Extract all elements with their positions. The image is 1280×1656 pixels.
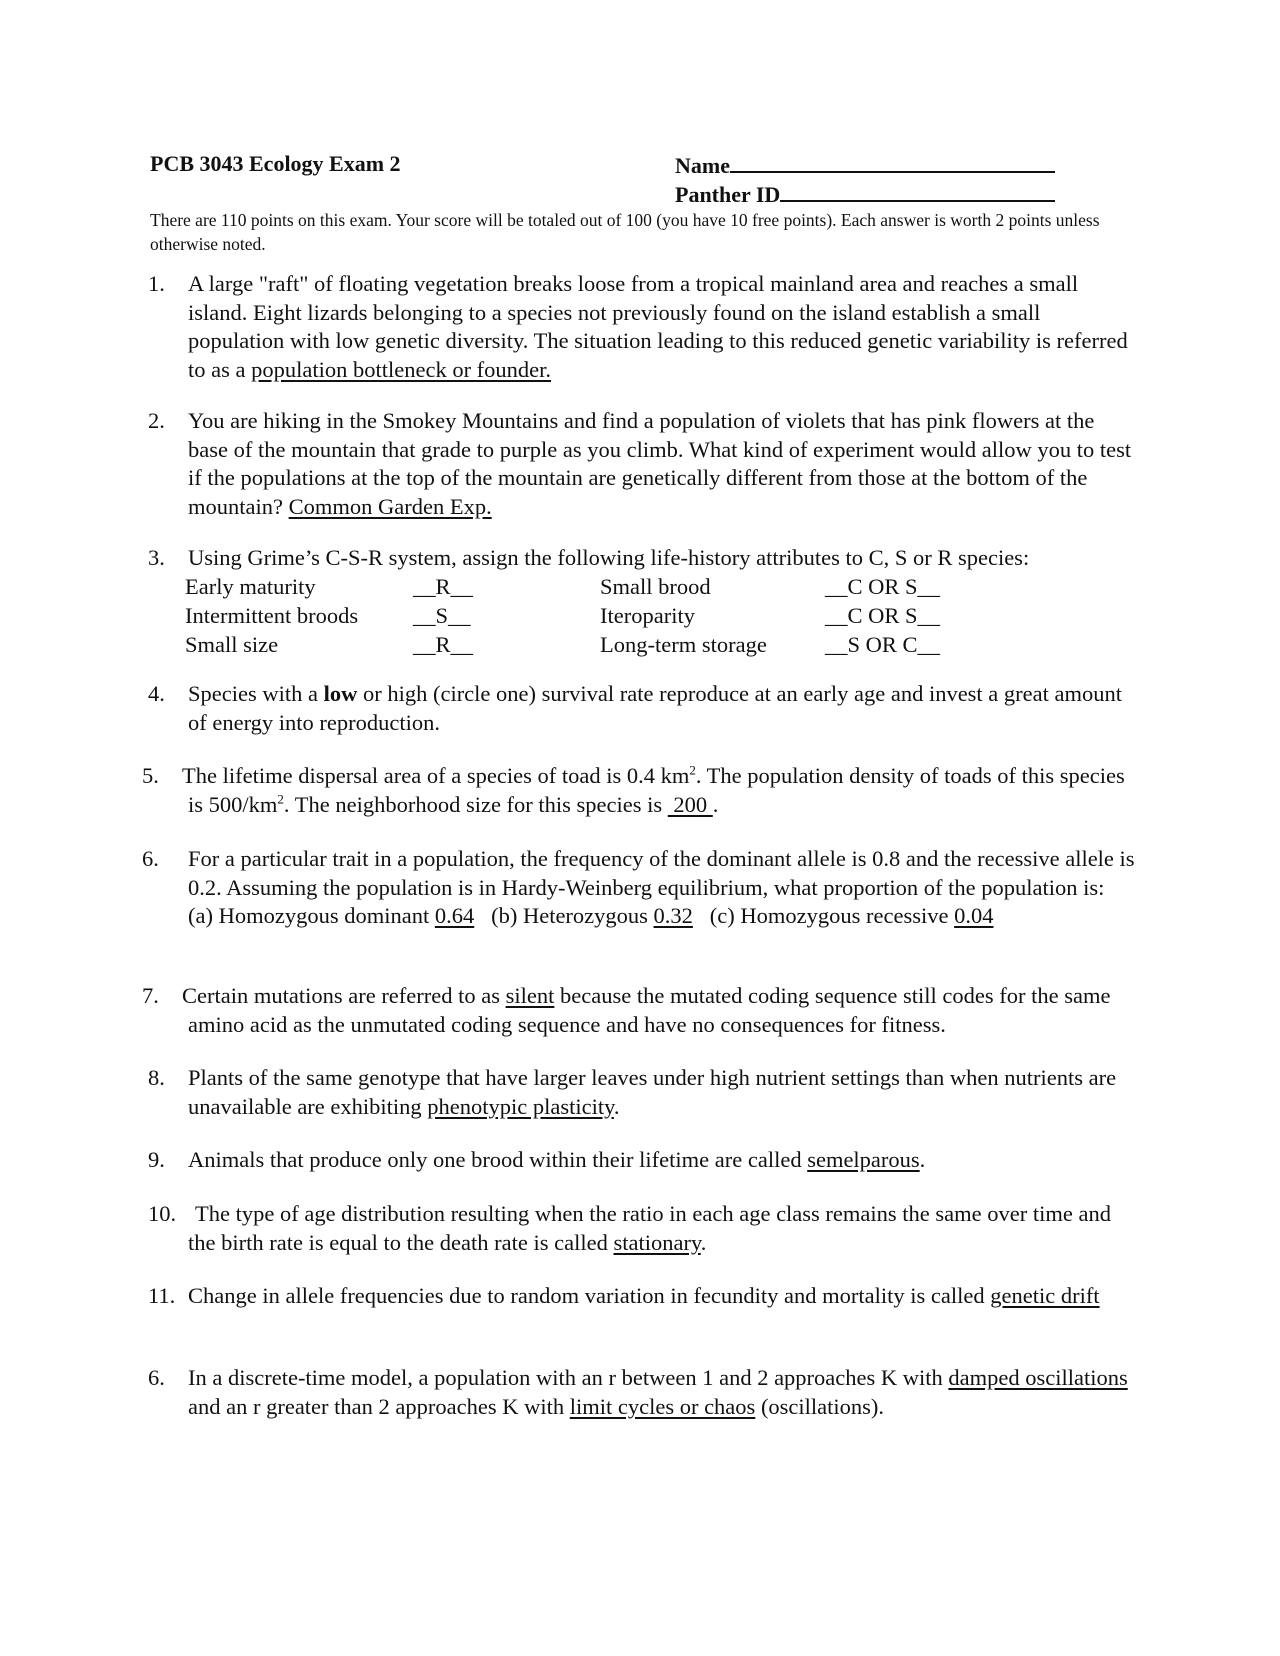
name-label: Name [675, 153, 730, 178]
name-blank [730, 151, 1055, 173]
attribute-label: Intermittent broods [185, 602, 359, 628]
question-text: . The neighborhood size for this species is [283, 791, 668, 817]
question-text: . [700, 1229, 707, 1255]
attribute-label: Iteroparity [600, 602, 695, 628]
question-text: Plants of the same genotype that have larger leaves under high nutrient settings than when nutrients are unavailable are exhibiting [188, 1065, 1117, 1119]
attribute-answer: __S OR C__ [825, 631, 941, 657]
part-a-label: (a) Homozygous dominant [188, 903, 435, 929]
question-number: 3. [148, 545, 165, 570]
attribute-label: Small size [185, 631, 279, 657]
attribute-answer: __R__ [413, 631, 474, 657]
csr-row [185, 602, 1135, 631]
attribute-answer: __S__ [413, 602, 471, 628]
question-text: The lifetime dispersal area of a species of toad is 0.4 km [182, 763, 690, 788]
question-text: Using Grime’s C-S-R system, assign the following life-history attributes to C, S or R species: [188, 545, 1030, 570]
question-number: 7. [142, 983, 159, 1008]
attribute-label: Early maturity [185, 573, 316, 599]
question-text: Certain mutations are referred to as [182, 983, 506, 1008]
csr-row [185, 573, 1135, 602]
question-number: 5. [142, 763, 159, 788]
question-text: . The population density of toads of this species is 500/km [188, 763, 1125, 817]
answer: Common Garden Exp. [288, 493, 492, 519]
question-text: . [613, 1093, 620, 1119]
attribute-answer: __C OR S__ [825, 602, 941, 628]
question-text: In a discrete-time model, a population with an r between 1 and 2 approaches K with [188, 1365, 949, 1390]
panther-id-field [675, 180, 1055, 208]
answer: stationary [613, 1229, 701, 1255]
attribute-answer: __R__ [413, 573, 474, 599]
csr-row [185, 631, 1135, 660]
attribute-answer: __C OR S__ [825, 573, 941, 599]
question-text: . [712, 791, 719, 817]
question-9 [148, 1146, 1138, 1175]
question-number: 11. [148, 1283, 176, 1308]
question-text: You are hiking in the Smokey Mountains and find a population of violets that has pink flowers at the base of the mountain that grade to purple as you climb. What kind of experiment would allow you to test if the populations at the top of the mountain are genetically different from those at the bottom of the mountain? [188, 408, 1132, 519]
question-text: (oscillations). [755, 1393, 885, 1419]
question-7 [142, 982, 1138, 1039]
panther-id-blank [780, 180, 1055, 202]
answer-2: limit cycles or chaos [569, 1393, 756, 1419]
question-12 [148, 1364, 1138, 1421]
question-text: Animals that produce only one brood within their lifetime are called [188, 1147, 808, 1172]
answer-b: 0.32 [653, 903, 693, 929]
superscript: 2 [689, 762, 696, 778]
question-number: 8. [148, 1065, 165, 1090]
exam-instructions: There are 110 points on this exam. Your score will be totaled out of 100 (you have 10 free points). Each answer is worth 2 points unless otherwise noted. [150, 210, 1100, 254]
answer: population bottleneck or founder. [251, 356, 552, 382]
question-number: 9. [148, 1147, 165, 1172]
question-10 [148, 1200, 1138, 1257]
question-text: because the mutated coding sequence still codes for the same amino acid as the unmutated coding sequence and have no consequences for fitness. [188, 983, 1111, 1037]
attribute-label: Long-term storage [600, 631, 767, 657]
answer: genetic drift [990, 1283, 1100, 1308]
question-text: . [919, 1147, 926, 1172]
answer-1: damped oscillations [948, 1365, 1128, 1390]
question-6 [142, 845, 1138, 931]
answer-a: 0.64 [434, 903, 475, 929]
question-number: 6. [148, 1365, 165, 1390]
question-number: 4. [148, 681, 165, 706]
question-text: A large "raft" of floating vegetation breaks loose from a tropical mainland area and reaches a small island. Eight lizards belonging to a species not previously found on the island establish a small population with low genetic diversity. The situation leading to this reduced genetic variability is referred to as a [188, 271, 1128, 382]
question-text: Species with a [188, 681, 324, 706]
question-4 [148, 680, 1138, 737]
question-text: Change in allele frequencies due to random variation in fecundity and mortality is called [188, 1283, 991, 1308]
answer: phenotypic plasticity [427, 1093, 614, 1119]
csr-table [185, 573, 1138, 660]
attribute-label: Small brood [600, 573, 711, 599]
circled-answer: low [323, 681, 358, 706]
question-1 [148, 270, 1138, 384]
question-8 [148, 1064, 1138, 1121]
part-c-label: (c) Homozygous recessive [692, 903, 955, 929]
question-11 [148, 1282, 1138, 1311]
question-text: and an r greater than 2 approaches K with [188, 1393, 570, 1419]
question-number: 2. [148, 408, 165, 433]
part-b-label: (b) Heterozygous [474, 903, 654, 929]
question-2 [148, 407, 1138, 521]
answer: 200 [667, 791, 713, 817]
question-number: 6. [142, 846, 159, 871]
question-3 [148, 544, 1138, 660]
answer: silent [505, 983, 555, 1008]
answer: semelparous [807, 1147, 920, 1172]
question-text: For a particular trait in a population, the frequency of the dominant allele is 0.8 and the recessive allele is 0.2. Assuming the population is in Hardy-Weinberg equilibrium, what proportion of the population is: [188, 846, 1135, 900]
name-field [675, 151, 1055, 179]
question-5 [142, 762, 1138, 819]
answer-c: 0.04 [954, 903, 994, 929]
superscript: 2 [277, 791, 284, 807]
exam-title: PCB 3043 Ecology Exam 2 [150, 151, 401, 176]
question-text: or high (circle one) survival rate reproduce at an early age and invest a great amount of energy into reproduction. [188, 681, 1123, 735]
panther-id-label: Panther ID [675, 182, 781, 207]
question-text: The type of age distribution resulting when the ratio in each age class remains the same over time and the birth rate is equal to the death rate is called [188, 1201, 1111, 1255]
question-number: 10. [148, 1201, 177, 1226]
question-number: 1. [148, 271, 165, 296]
